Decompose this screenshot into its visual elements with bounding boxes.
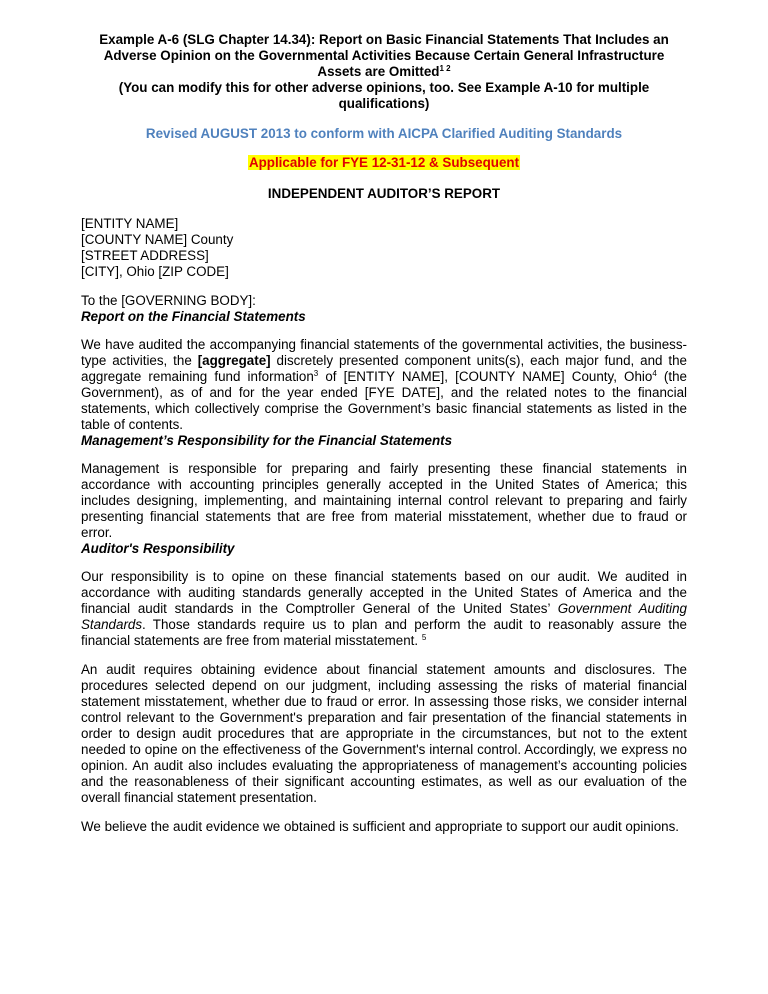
text-run: We have audited the accompanying financial statements of the governmental activities, the business-type activities, the (81, 337, 687, 368)
salutation: To the [GOVERNING BODY]: (81, 293, 256, 308)
modify-note: (You can modify this for other adverse opinions, too. See Example A-10 for multiple qualifications) (118, 80, 650, 111)
address-line: [CITY], Ohio [ZIP CODE] (81, 264, 229, 279)
address-block (81, 216, 687, 280)
title-footnote-refs: 1 2 (439, 64, 451, 73)
management-paragraph: Management is responsible for preparing and fairly presenting these financial statements in accordance with accounting principles generally accepted in the United States of America; this includes designing, implementing, and maintaining internal control relevant to preparing and fairly presenting financial statements that are free from material misstatement, whether due to fraud or error. (81, 461, 687, 540)
title-prefix: Example A-6 (SLG Chapter 14.34 (99, 32, 307, 47)
text-run: (the Government), as of and for the year ended [FYE DATE], and the related notes to the financial statements, which collectively comprise the Government’s basic financial statements as listed in the table of contents. (81, 369, 687, 432)
text-run: of [ENTITY NAME], [COUNTY NAME] County, Ohio (318, 369, 653, 384)
applicable-highlight: Applicable for FYE 12-31-12 & Subsequent (248, 155, 520, 170)
text-run: discretely presented component units(s), each major fund, and the aggregate remaining fund information (81, 353, 687, 384)
footnote-ref: 4 (652, 369, 657, 378)
revised-notice: Revised AUGUST 2013 to conform with AICPA Clarified Auditing Standards (145, 126, 623, 141)
report-title: INDEPENDENT AUDITOR’S REPORT (267, 186, 501, 201)
address-line: [ENTITY NAME] (81, 216, 179, 231)
report-paragraph (81, 337, 687, 433)
auditor-paragraph-1 (81, 569, 687, 649)
footnote-ref: 3 (313, 369, 319, 378)
document-page (81, 32, 687, 835)
section-heading-management: Management’s Responsibility for the Financial Statements (81, 433, 453, 448)
title-rest: : Report on Basic Financial Statements That Includes an Adverse Opinion on the Governmental Activities Because Certain General Infrastructure Assets are Omitted (103, 32, 669, 79)
title-paren: ) (306, 32, 311, 47)
footnote-ref: 5 (421, 633, 427, 642)
auditor-paragraph-2: An audit requires obtaining evidence about financial statement amounts and disclosures. The procedures selected depend on our judgment, including assessing the risks of material financial statement misstatement, whether due to fraud or error. In assessing those risks, we consider internal control relevant to the Government's preparation and fair presentation of the financial statements in order to design audit procedures that are appropriate in the circumstances, but not to the extent needed to opine on the effectiveness of the Government's internal control. Accordingly, we express no opinion. An audit also includes evaluating the appropriateness of management’s accounting policies and the reasonableness of their significant accounting estimates, as well as our evaluation of the overall financial statement presentation. (81, 662, 687, 805)
applicable-notice (81, 155, 687, 171)
section-heading-auditor: Auditor's Responsibility (81, 541, 235, 556)
address-line: [COUNTY NAME] County (81, 232, 234, 247)
text-run: Our responsibility is to opine on these financial statements based on our audit. We audited in accordance with auditing standards generally accepted in the United States of America and the financial audit standards in the Comptroller General of the United States’ (81, 569, 687, 616)
document-title (81, 32, 687, 80)
italic-text: Government Auditing Standards (81, 601, 687, 632)
bold-text: [aggregate] (197, 353, 271, 368)
auditor-paragraph-3: We believe the audit evidence we obtained is sufficient and appropriate to support our audit opinions. (81, 819, 680, 834)
section-heading-report: Report on the Financial Statements (81, 309, 306, 324)
text-run: . Those standards require us to plan and perform the audit to reasonably assure the financial statements are free from material misstatement. (81, 617, 687, 648)
address-line: [STREET ADDRESS] (81, 248, 209, 263)
